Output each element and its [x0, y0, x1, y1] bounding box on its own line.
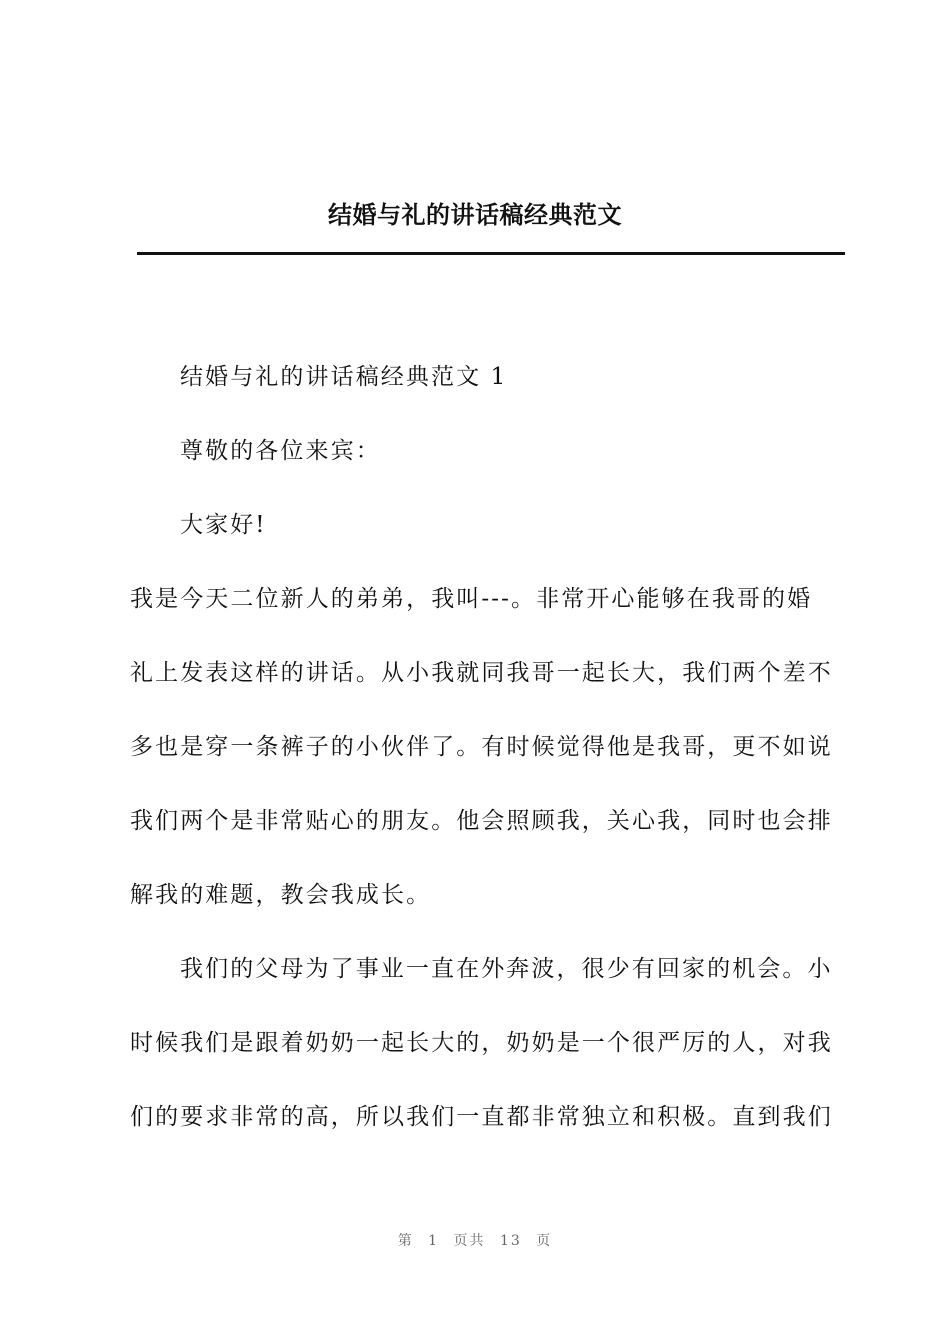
body-line: 我们两个是非常贴心的朋友。他会照顾我，关心我，同时也会排	[130, 808, 833, 834]
body-line: 时候我们是跟着奶奶一起长大的，奶奶是一个很严厉的人，对我	[130, 1030, 833, 1056]
body-line: 我是今天二位新人的弟弟，我叫---。非常开心能够在我哥的婚	[130, 586, 813, 612]
page-number-footer: 第 1 页共 13 页	[397, 1233, 553, 1249]
body-line: 们的要求非常的高，所以我们一直都非常独立和积极。直到我们	[130, 1104, 833, 1130]
salutation: 尊敬的各位来宾：	[180, 438, 381, 464]
greeting: 大家好!	[180, 512, 267, 538]
document-body	[130, 340, 850, 1154]
section-heading: 结婚与礼的讲话稿经典范文 1	[180, 364, 508, 390]
title-underline	[137, 252, 845, 255]
body-line: 我们的父母为了事业一直在外奔波，很少有回家的机会。小	[180, 956, 833, 982]
body-line: 解我的难题，教会我成长。	[130, 882, 432, 908]
document-title: 结婚与礼的讲话稿经典范文	[328, 200, 622, 229]
body-line: 多也是穿一条裤子的小伙伴了。有时候觉得他是我哥，更不如说	[130, 734, 833, 760]
body-line: 礼上发表这样的讲话。从小我就同我哥一起长大，我们两个差不	[130, 660, 833, 686]
